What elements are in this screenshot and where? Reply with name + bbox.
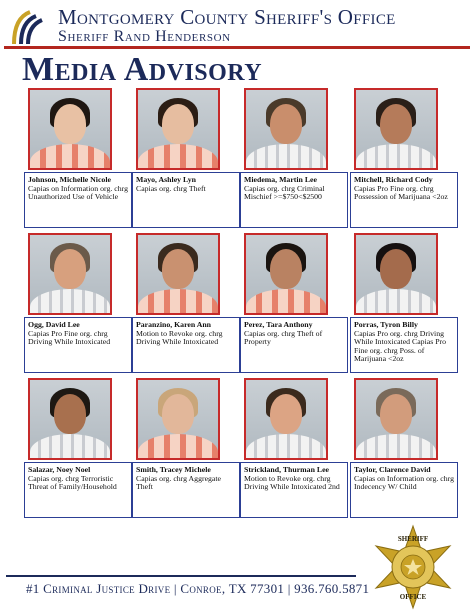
header-divider — [4, 46, 470, 49]
page-title: Media Advisory — [22, 51, 263, 88]
mugshot-photo — [244, 378, 328, 460]
face-shape — [54, 104, 86, 144]
mugshot-photo — [244, 233, 328, 315]
inmate-info-box — [240, 462, 348, 518]
inmate-charge: Motion to Revoke org. chrg Driving While Intoxicated 2nd — [244, 473, 340, 492]
inmate-name: Perez, Tara Anthony — [244, 320, 313, 329]
jail-uniform — [30, 434, 110, 458]
inmate-name: Salazar, Noey Noel — [28, 465, 91, 474]
face-shape — [162, 249, 194, 289]
jail-uniform — [138, 289, 218, 313]
footer-address: #1 Criminal Justice Drive | Conroe, TX 77301 | 936.760.5871 — [26, 581, 370, 596]
inmate-name: Miedema, Martin Lee — [244, 175, 317, 184]
jail-uniform — [246, 144, 326, 168]
sheriff-name: Sheriff Rand Henderson — [58, 28, 231, 45]
inmate-info-box — [350, 462, 458, 518]
header — [0, 0, 474, 90]
inmate-name: Ogg, David Lee — [28, 320, 80, 329]
face-shape — [380, 249, 412, 289]
jail-uniform — [246, 289, 326, 313]
face-shape — [270, 104, 302, 144]
sheriff-star-badge-icon — [370, 524, 456, 610]
mugshot-photo — [136, 233, 220, 315]
inmate-charge: Motion to Revoke org. chrg Driving While Intoxicated — [136, 328, 223, 347]
inmate-charge: Capias org. chrg Criminal Mischief >=$750<$2500 — [244, 183, 325, 202]
inmate-name: Johnson, Michelle Nicole — [28, 175, 111, 184]
inmate-name: Porras, Tyron Billy — [354, 320, 418, 329]
jail-uniform — [30, 144, 110, 168]
inmate-info-box — [132, 172, 240, 228]
inmate-charge: Capias org. chrg Theft — [136, 183, 206, 193]
jail-uniform — [138, 144, 218, 168]
inmate-name: Taylor, Clarence David — [354, 465, 431, 474]
footer-divider — [6, 575, 356, 577]
inmate-charge: Capias Pro org. chrg Driving While Intoxicated Capias Pro Fine org. chrg Poss. of Marijuana <2oz — [354, 328, 447, 364]
jail-uniform — [138, 434, 218, 458]
jail-uniform — [356, 144, 436, 168]
face-shape — [162, 104, 194, 144]
mugshot-photo — [28, 378, 112, 460]
inmate-name: Mayo, Ashley Lyn — [136, 175, 197, 184]
mugshot-photo — [136, 378, 220, 460]
mugshot-photo — [354, 88, 438, 170]
face-shape — [380, 104, 412, 144]
inmate-charge: Capias Pro Fine org. chrg Driving While Intoxicated — [28, 328, 111, 347]
inmate-info-box — [24, 317, 132, 373]
svg-text:SHERIFF: SHERIFF — [397, 535, 429, 543]
inmate-info-box — [240, 317, 348, 373]
mugshot-photo — [28, 233, 112, 315]
inmate-name: Smith, Tracey Michele — [136, 465, 211, 474]
inmate-info-box — [350, 172, 458, 228]
flag-stripes-logo — [10, 8, 46, 48]
office-title: Montgomery County Sheriff's Office — [58, 5, 396, 29]
mugshot-photo — [136, 88, 220, 170]
mugshot-photo — [354, 233, 438, 315]
mugshot-photo — [354, 378, 438, 460]
inmate-name: Paranzino, Karen Ann — [136, 320, 212, 329]
inmate-charge: Capias on Information org. chrg Indecency W/ Child — [354, 473, 454, 492]
svg-text:OFFICE: OFFICE — [399, 593, 427, 601]
face-shape — [270, 249, 302, 289]
inmate-info-box — [132, 462, 240, 518]
face-shape — [380, 394, 412, 434]
inmate-charge: Capias org. chrg Terroristic Threat of Family/Household — [28, 473, 117, 492]
inmate-name: Mitchell, Richard Cody — [354, 175, 433, 184]
face-shape — [270, 394, 302, 434]
mugshot-photo — [28, 88, 112, 170]
inmate-charge: Capias Pro Fine org. chrg Possession of Marijuana <2oz — [354, 183, 448, 202]
inmate-info-box — [132, 317, 240, 373]
face-shape — [54, 394, 86, 434]
mugshot-photo — [244, 88, 328, 170]
inmate-name: Strickland, Thurman Lee — [244, 465, 329, 474]
inmate-charge: Capias on Information org. chrg Unauthorized Use of Vehicle — [28, 183, 128, 202]
face-shape — [162, 394, 194, 434]
inmate-info-box — [350, 317, 458, 373]
inmate-info-box — [24, 462, 132, 518]
inmate-charge: Capias org. chrg Aggregate Theft — [136, 473, 222, 492]
jail-uniform — [30, 289, 110, 313]
jail-uniform — [246, 434, 326, 458]
face-shape — [54, 249, 86, 289]
jail-uniform — [356, 434, 436, 458]
inmate-info-box — [240, 172, 348, 228]
inmate-charge: Capias org. chrg Theft of Property — [244, 328, 323, 347]
jail-uniform — [356, 289, 436, 313]
inmate-info-box — [24, 172, 132, 228]
